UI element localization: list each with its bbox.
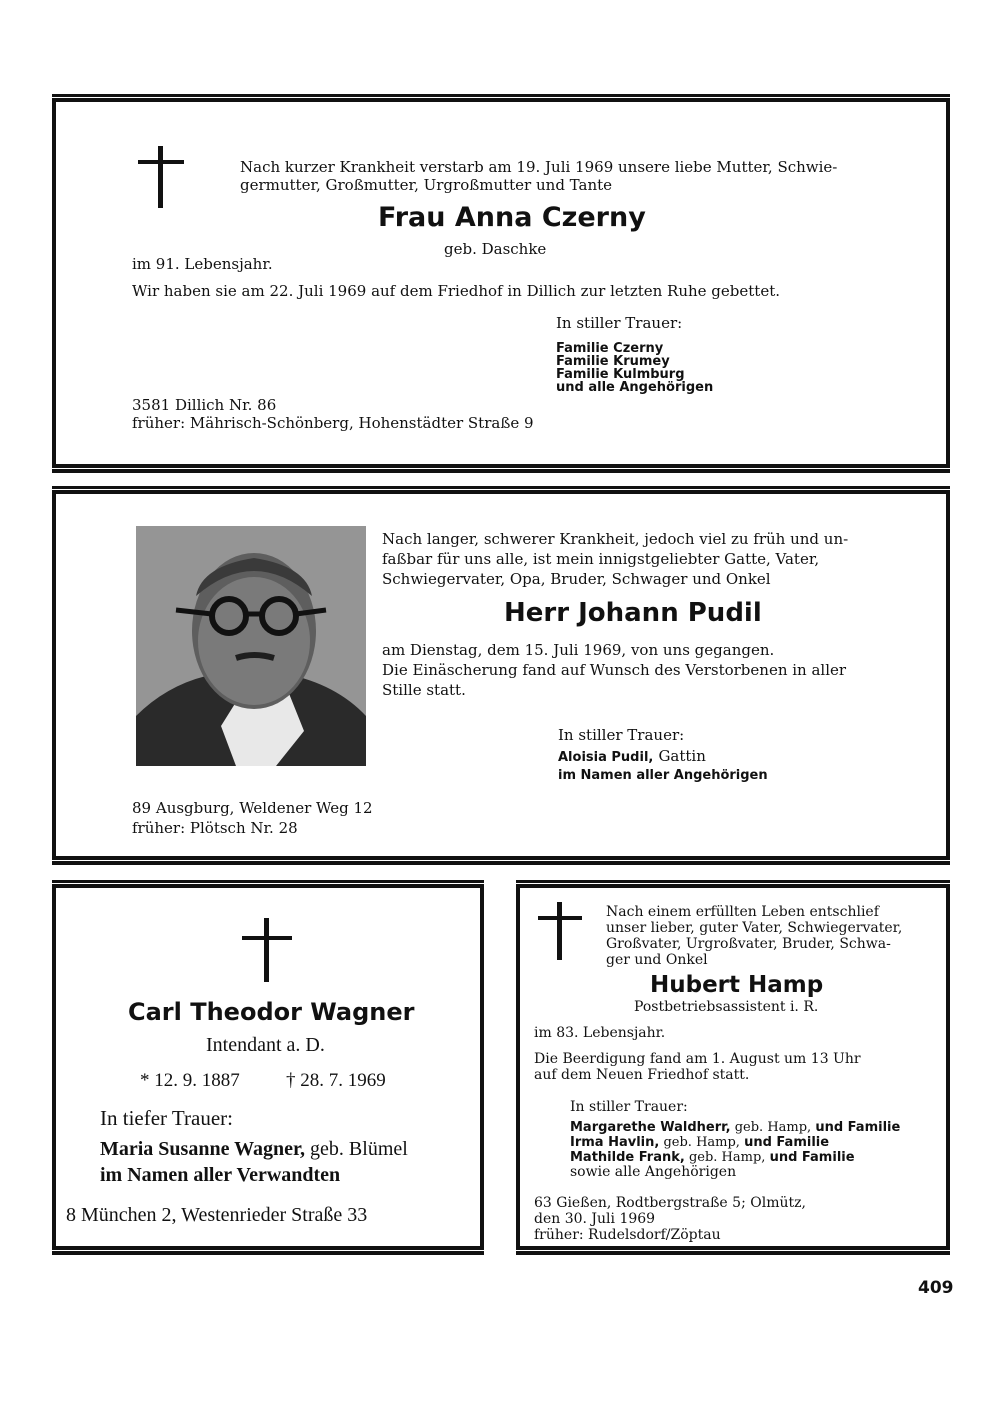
widow-line [558, 746, 706, 766]
intro-line-2: faßbar für uns alle, ist mein innigstgeliebter Gatte, Vater, [382, 550, 820, 568]
intro-line-1: Nach langer, schwerer Krankheit, jedoch viel zu früh und un- [382, 530, 849, 548]
page-number: 409 [918, 1278, 954, 1298]
notice-johann-pudil [52, 490, 950, 860]
address-line-2: den 30. Juli 1969 [534, 1211, 656, 1227]
mourner-2-birth: geb. Hamp, [663, 1135, 740, 1150]
former-address: früher: Plötsch Nr. 28 [132, 819, 298, 837]
other-relatives: sowie alle Angehörigen [570, 1164, 737, 1180]
burial-text: Wir haben sie am 22. Juli 1969 auf dem Friedhof in Dillich zur letzten Ruhe gebettet. [132, 282, 780, 300]
address-line-3: früher: Rudelsdorf/Zöptau [534, 1227, 721, 1243]
detail-line-3: Stille statt. [382, 681, 466, 699]
intro-line-3: Großvater, Urgroßvater, Bruder, Schwa- [606, 936, 891, 952]
intro-line-2: unser lieber, guter Vater, Schwiegervater, [606, 920, 903, 936]
intro-line-1: Nach einem erfüllten Leben entschlief [606, 904, 879, 920]
birth-name: geb. Daschke [444, 240, 547, 258]
detail-line-2: Die Einäscherung fand auf Wunsch des Verstorbenen in aller [382, 661, 847, 679]
mourner-1-name: Margarethe Waldherr, [570, 1120, 731, 1135]
title: Intendant a. D. [206, 1034, 325, 1056]
cross-icon [138, 146, 184, 208]
address-line-1: 63 Gießen, Rodtbergstraße 5; Olmütz, [534, 1195, 806, 1211]
mourner-birth: geb. Blümel [310, 1138, 408, 1160]
mourner-2-family: und Familie [744, 1135, 830, 1150]
intro-line-4: ger und Onkel [606, 952, 708, 968]
portrait-photo [136, 526, 366, 770]
widow-name: Aloisia Pudil, [558, 750, 654, 765]
mourner-1-birth: geb. Hamp, [734, 1120, 812, 1135]
mourner-line [100, 1138, 408, 1161]
widow-relation: Gattin [658, 747, 706, 765]
age: im 91. Lebensjahr. [132, 255, 273, 273]
mourner-1-family: und Familie [815, 1120, 901, 1135]
birth-date: * 12. 9. 1887 [140, 1070, 240, 1091]
former-address: früher: Mährisch-Schönberg, Hohenstädter Straße 9 [132, 414, 534, 432]
mourning-label: In tiefer Trauer: [100, 1106, 233, 1130]
mourner-name: Maria Susanne Wagner, [100, 1138, 306, 1160]
deceased-name: Herr Johann Pudil [504, 598, 762, 628]
occupation: Postbetriebsassistent i. R. [634, 999, 819, 1015]
mourner-3: Familie Kulmburg [556, 367, 685, 382]
mourner-2: Familie Krumey [556, 354, 670, 369]
mourner-3-family: und Familie [769, 1150, 855, 1165]
funeral-line-1: Die Beerdigung fand am 1. August um 13 Uhr [534, 1051, 861, 1067]
intro-line-1: Nach kurzer Krankheit verstarb am 19. Juli 1969 unsere liebe Mutter, Schwie- [240, 158, 838, 176]
mourner-3-name: Mathilde Frank, [570, 1150, 685, 1165]
cross-icon [242, 918, 292, 982]
deceased-name: Carl Theodor Wagner [128, 998, 415, 1026]
address: 89 Ausgburg, Weldener Weg 12 [132, 799, 373, 817]
mourner-2-name: Irma Havlin, [570, 1135, 660, 1150]
intro-line-3: Schwiegervater, Opa, Bruder, Schwager und Onkel [382, 570, 771, 588]
relatives: im Namen aller Verwandten [100, 1164, 341, 1186]
mourner-1: Familie Czerny [556, 341, 664, 356]
intro-text [606, 904, 902, 968]
notice-anna-czerny [52, 98, 950, 468]
address: 3581 Dillich Nr. 86 [132, 396, 277, 414]
funeral-line-2: auf dem Neuen Friedhof statt. [534, 1067, 750, 1083]
mourning-label: In stiller Trauer: [570, 1099, 688, 1115]
mourner-4: und alle Angehörigen [556, 380, 714, 395]
death-date: † 28. 7. 1969 [286, 1070, 386, 1091]
notice-carl-theodor-wagner [52, 884, 484, 1250]
mourning-label: In stiller Trauer: [558, 726, 685, 744]
address: 8 München 2, Westenrieder Straße 33 [66, 1204, 368, 1226]
deceased-name: Frau Anna Czerny [378, 202, 646, 233]
mourner-3-birth: geb. Hamp, [688, 1150, 766, 1165]
relatives: im Namen aller Angehörigen [558, 768, 768, 783]
intro-line-2: germutter, Großmutter, Urgroßmutter und Tante [240, 176, 613, 194]
cross-icon [538, 902, 582, 960]
age: im 83. Lebensjahr. [534, 1025, 666, 1041]
detail-line-1: am Dienstag, dem 15. Juli 1969, von uns gegangen. [382, 641, 775, 659]
deceased-name: Hubert Hamp [650, 972, 824, 998]
mourning-label: In stiller Trauer: [556, 314, 683, 332]
notice-hubert-hamp [516, 884, 950, 1250]
